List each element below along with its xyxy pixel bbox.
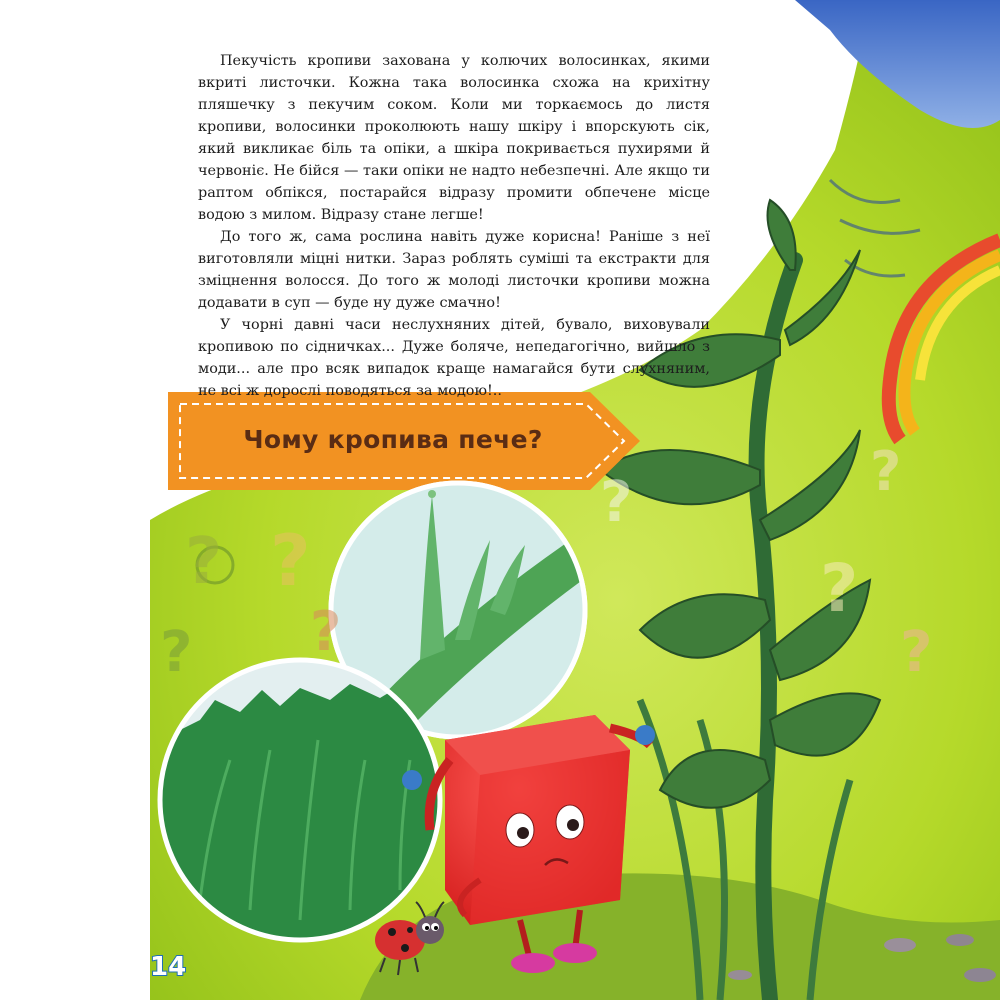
question-mark-decoration: ? bbox=[160, 620, 193, 685]
nettle-surface-closeup bbox=[160, 660, 440, 940]
banner-title: Чому кропива пече? bbox=[243, 425, 543, 454]
body-paragraph: До того ж, сама рослина навіть дуже корисна! Раніше з неї виготовляли міцні нитки. Зараз роблять суміші та екстракти для зміцнення волосся. До того ж молоді листочки кропиви можна додавати в суп — буде ну дуже смачно! bbox=[198, 229, 710, 311]
question-mark-decoration: ? bbox=[900, 620, 933, 685]
body-text bbox=[198, 50, 710, 402]
page-number: 14 bbox=[150, 952, 187, 982]
question-mark-decoration: ? bbox=[270, 520, 311, 602]
question-mark-decoration: ? bbox=[820, 550, 859, 627]
question-mark-decoration: ? bbox=[870, 440, 902, 503]
question-mark-decoration: ? bbox=[310, 600, 342, 663]
body-paragraph: Пекучість кропиви захована у колючих волосинках, якими вкриті листочки. Кожна така волосинка схожа на крихітну пляшечку з пекучим соком. Коли ми торкаємось до листя кропиви, волосинки проколюють нашу шкіру і впорскують сік, який викликає біль та опіки, а шкіра покривається пухирями й червоніє. Не бійся — таки опіки не надто небезпечні. Але якщо ти раптом обпікся, постарайся відразу промити обпечене місце водою з милом. Відразу стане легше! bbox=[198, 53, 710, 223]
question-mark-decoration: ? bbox=[600, 470, 633, 535]
body-paragraph: У чорні давні часи неслухняних дітей, бувало, виховували кропивою по сідничках... Дуже боляче, непедагогічно, вийшло з моди... але про всяк випадок краще намагайся бути слухняним, не всі ж дорослі поводяться за модою!.. bbox=[198, 317, 710, 399]
question-mark-decoration: ? bbox=[185, 525, 223, 599]
